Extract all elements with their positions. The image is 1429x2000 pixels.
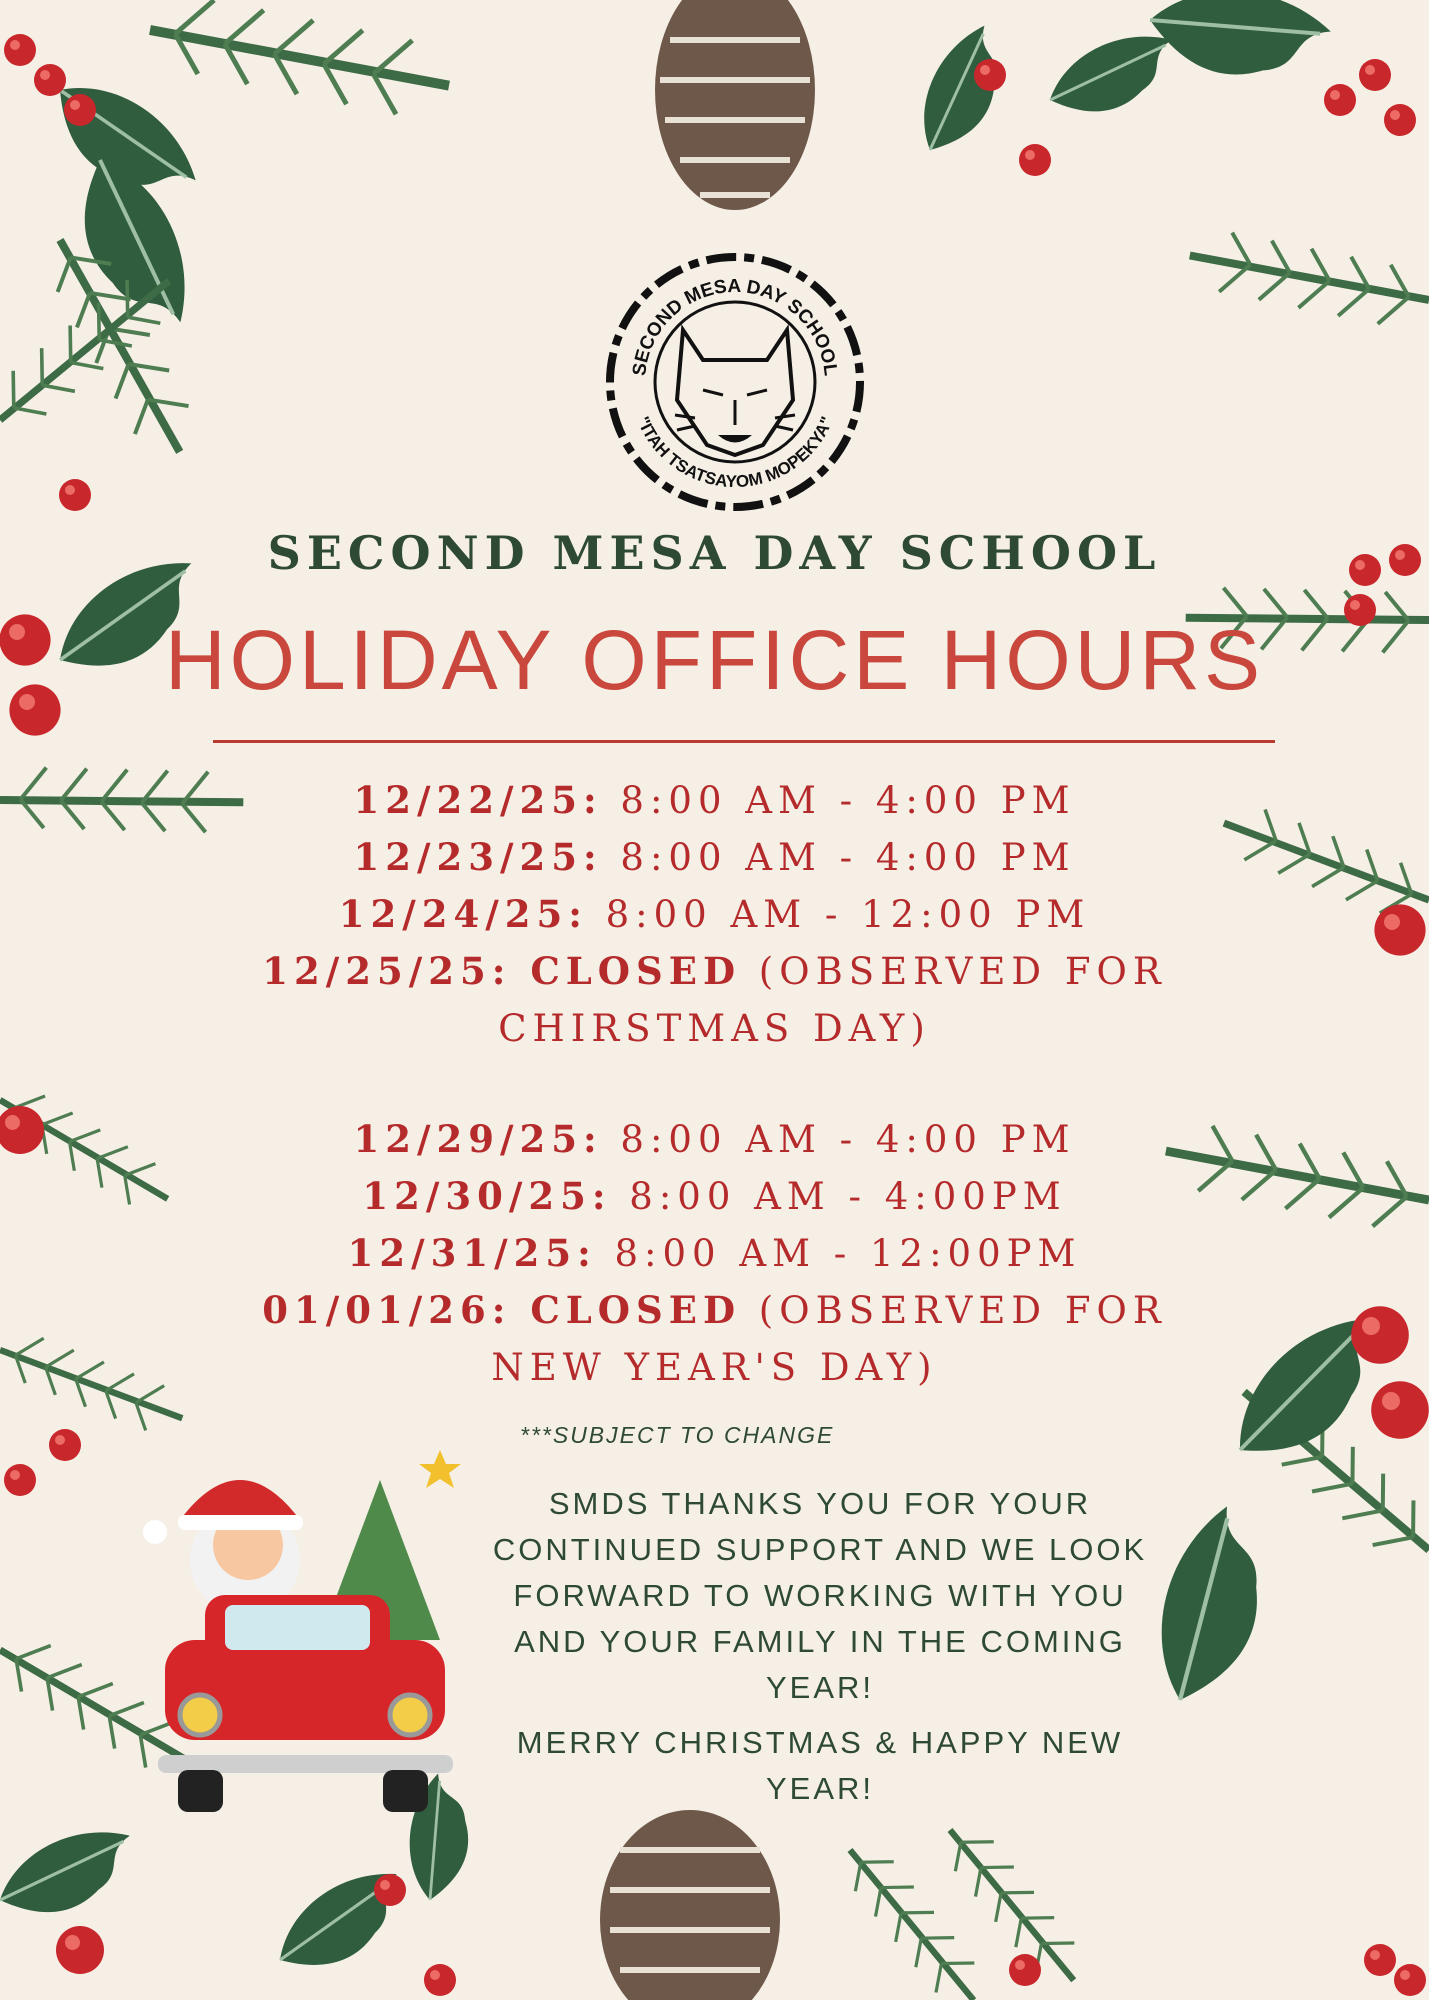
svg-text:SECOND MESA DAY SCHOOL: SECOND MESA DAY SCHOOL bbox=[629, 275, 841, 378]
disclaimer: ***SUBJECT TO CHANGE bbox=[520, 1422, 835, 1448]
schedule-row: 12/29/25: 8:00 AM - 4:00 PM bbox=[353, 1117, 1076, 1161]
schedule-row: 12/25/25: CLOSED (OBSERVED FOR bbox=[262, 949, 1167, 993]
schedule-row: 12/24/25: 8:00 AM - 12:00 PM bbox=[338, 892, 1091, 936]
schedule-row: 12/30/25: 8:00 AM - 4:00PM bbox=[362, 1174, 1067, 1218]
page-title: HOLIDAY OFFICE HOURS bbox=[164, 613, 1265, 707]
schedule-row: 12/23/25: 8:00 AM - 4:00 PM bbox=[353, 835, 1076, 879]
holiday-greeting: MERRY CHRISTMAS & HAPPY NEW YEAR! bbox=[516, 1725, 1124, 1806]
schedule-row: 12/22/25: 8:00 AM - 4:00 PM bbox=[353, 778, 1076, 822]
top-right-greenery bbox=[901, 0, 1416, 176]
schedule-row: 01/01/26: CLOSED (OBSERVED FOR bbox=[262, 1288, 1167, 1332]
school-logo bbox=[603, 250, 867, 514]
divider bbox=[213, 740, 1275, 743]
top-pinecone bbox=[655, 0, 815, 210]
schedule-note: CHIRSTMAS DAY) bbox=[498, 1007, 931, 1050]
right-greenery bbox=[1134, 199, 1429, 1996]
svg-text:"ITAH TSATSAYOM MOPEKYA": "ITAH TSATSAYOM MOPEKYA" bbox=[633, 413, 837, 492]
santa-truck-illustration bbox=[143, 1450, 461, 1812]
top-left-greenery bbox=[4, 0, 459, 472]
school-name: SECOND MESA DAY SCHOOL bbox=[267, 526, 1162, 580]
bobcat-seal-icon bbox=[603, 250, 867, 514]
schedule-note: NEW YEAR'S DAY) bbox=[491, 1346, 938, 1389]
thank-you-message: SMDS THANKS YOU FOR YOUR CONTINUED SUPPORT AND WE LOOK FORWARD TO WORKING WITH YOU AND YOUR FAMILY IN THE COMING YEAR! bbox=[492, 1486, 1148, 1705]
schedule-week1 bbox=[0, 772, 1429, 1057]
schedule-row: 12/31/25: 8:00 AM - 12:00PM bbox=[347, 1231, 1082, 1275]
schedule-week2 bbox=[0, 1111, 1429, 1396]
